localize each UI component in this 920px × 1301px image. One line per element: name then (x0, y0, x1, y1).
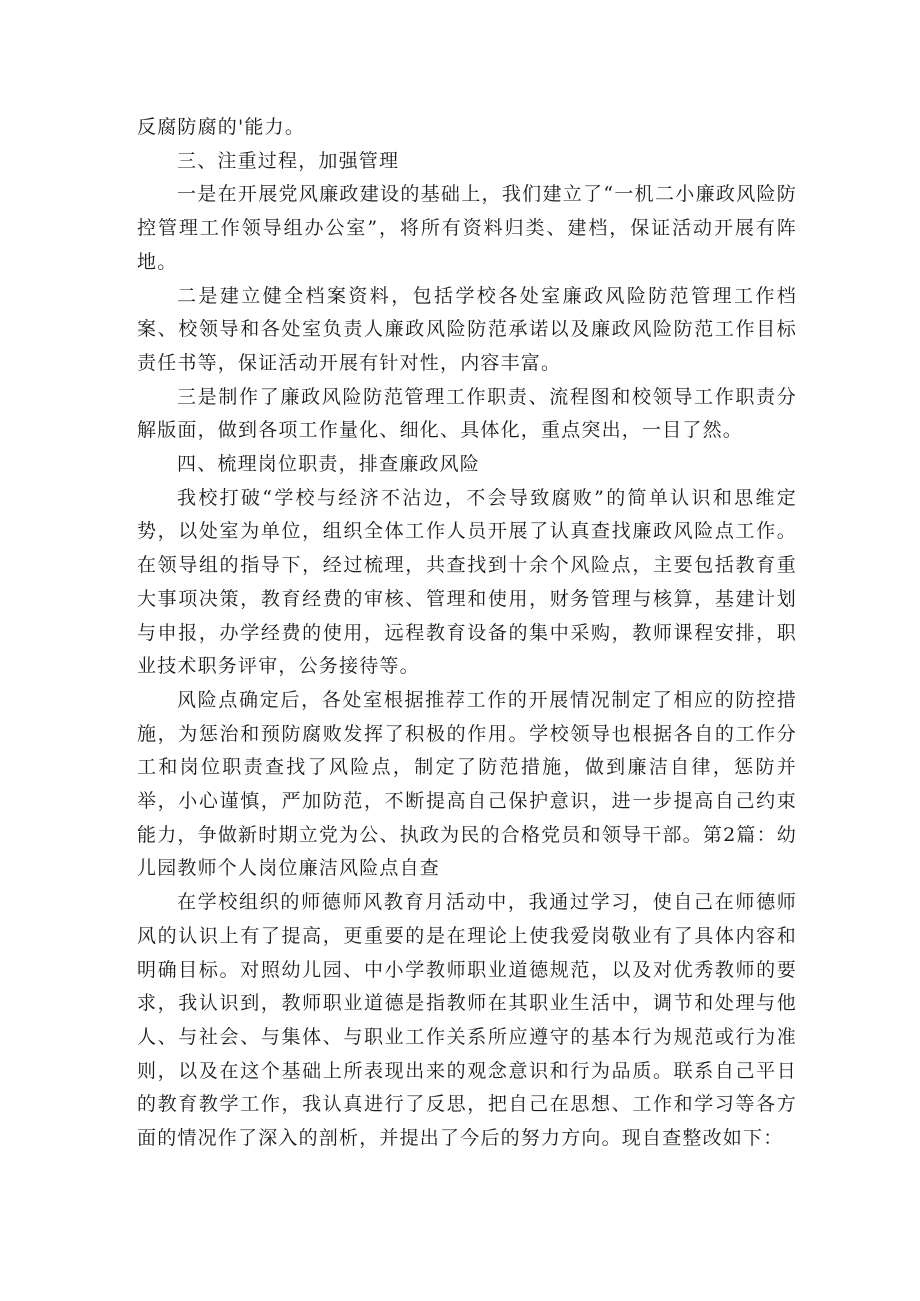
section-heading-4: 四、梳理岗位职责，排查廉政风险 (177, 453, 481, 476)
paragraph: 三是制作了廉政风险防范管理工作职责、流程图和校领导工作职责分解版面，做到各项工作量化、细化、具体化，重点突出，一目了然。 (137, 385, 797, 442)
paragraph-continuation: 反腐防腐的'能力。 (137, 116, 306, 138)
paragraph: 在学校组织的师德师风教育月活动中，我通过学习，使自己在师德师风的认识上有了提高，更重要的是在理论上使我爱岗敬业有了具体内容和明确目标。对照幼儿园、中小学教师职业道德规范，以及对优秀教师的要求，我认识到，教师职业道德是指教师在其职业生活中，调节和处理与他人、与社会、与集体、与职业工作关系所应遵守的基本行为规范或行为准则，以及在这个基础上所表现出来的观念意识和行为品质。联系自己平日的教育教学工作，我认真进行了反思，把自己在思想、工作和学习等各方面的情况作了深入的剖析，并提出了今后的努力方向。现自查整改如下： (137, 891, 797, 1150)
document-page (137, 111, 797, 1156)
paragraph: 二是建立健全档案资料，包括学校各处室廉政风险防范管理工作档案、校领导和各处室负责人廉政风险防范承诺以及廉政风险防范工作目标责任书等，保证活动开展有针对性，内容丰富。 (137, 284, 797, 374)
paragraph: 风险点确定后，各处室根据推荐工作的开展情况制定了相应的防控措施，为惩治和预防腐败发挥了积极的作用。学校领导也根据各自的工作分工和岗位职责查找了风险点，制定了防范措施，做到廉洁自律，惩防并举，小心谨慎，严加防范，不断提高自己保护意识，进一步提高自己约束能力，争做新时期立党为公、执政为民的合格党员和领导干部。第2篇：幼儿园教师个人岗位廉洁风险点自查 (137, 688, 797, 880)
paragraph: 我校打破“学校与经济不沾边，不会导致腐败”的简单认识和思维定势，以处室为单位，组织全体工作人员开展了认真查找廉政风险点工作。在领导组的指导下，经过梳理，共查找到十余个风险点，主要包括教育重大事项决策，教育经费的审核、管理和使用，财务管理与核算，基建计划与申报，办学经费的使用，远程教育设备的集中采购，教师课程安排，职业技术职务评审，公务接待等。 (137, 486, 797, 678)
section-heading-3: 三、注重过程，加强管理 (177, 149, 400, 172)
paragraph: 一是在开展党风廉政建设的基础上，我们建立了“一机二小廉政风险防控管理工作领导组办公室”，将所有资料归类、建档，保证活动开展有阵地。 (137, 183, 797, 273)
